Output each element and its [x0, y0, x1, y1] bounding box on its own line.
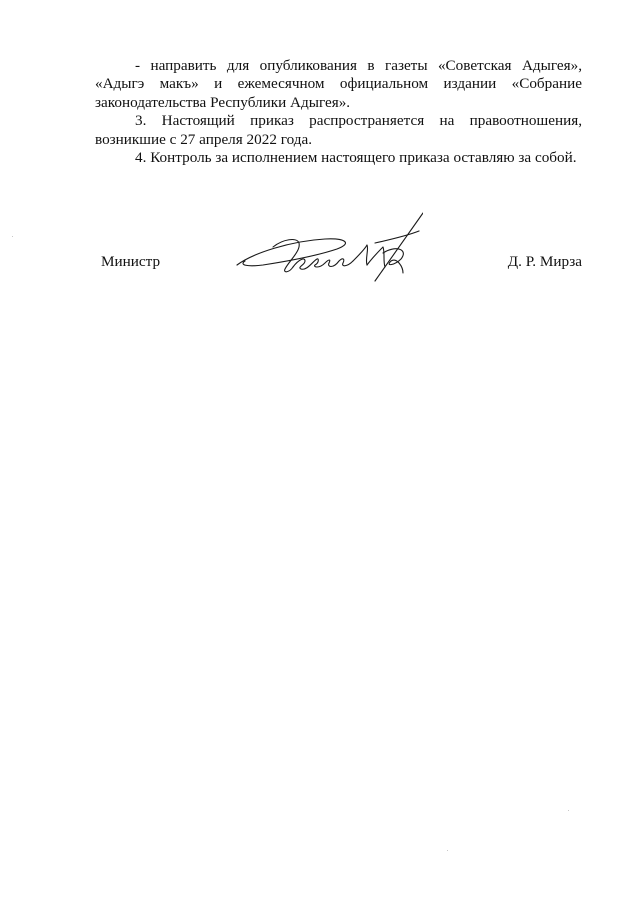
scan-speck	[568, 810, 569, 811]
handwritten-signature-icon	[233, 209, 423, 295]
paragraph-effective-date: 3. Настоящий приказ распространяется на правоотношения, возникшие с 27 апреля 2022 года.	[95, 112, 582, 148]
scan-speck	[12, 236, 13, 237]
signature-block	[95, 205, 582, 295]
document-body	[95, 57, 582, 167]
paragraph-control: 4. Контроль за исполнением настоящего приказа оставляю за собой.	[135, 149, 577, 167]
position-title: Министр	[101, 253, 161, 270]
scan-speck	[447, 850, 448, 851]
signer-name: Д. Р. Мирза	[507, 253, 582, 270]
paragraph-publication: - направить для опубликования в газеты «Советская Адыгея», «Адыгэ макъ» и ежемесячном официальном издании «Собрание законодательства Республики Адыгея».	[95, 57, 582, 111]
